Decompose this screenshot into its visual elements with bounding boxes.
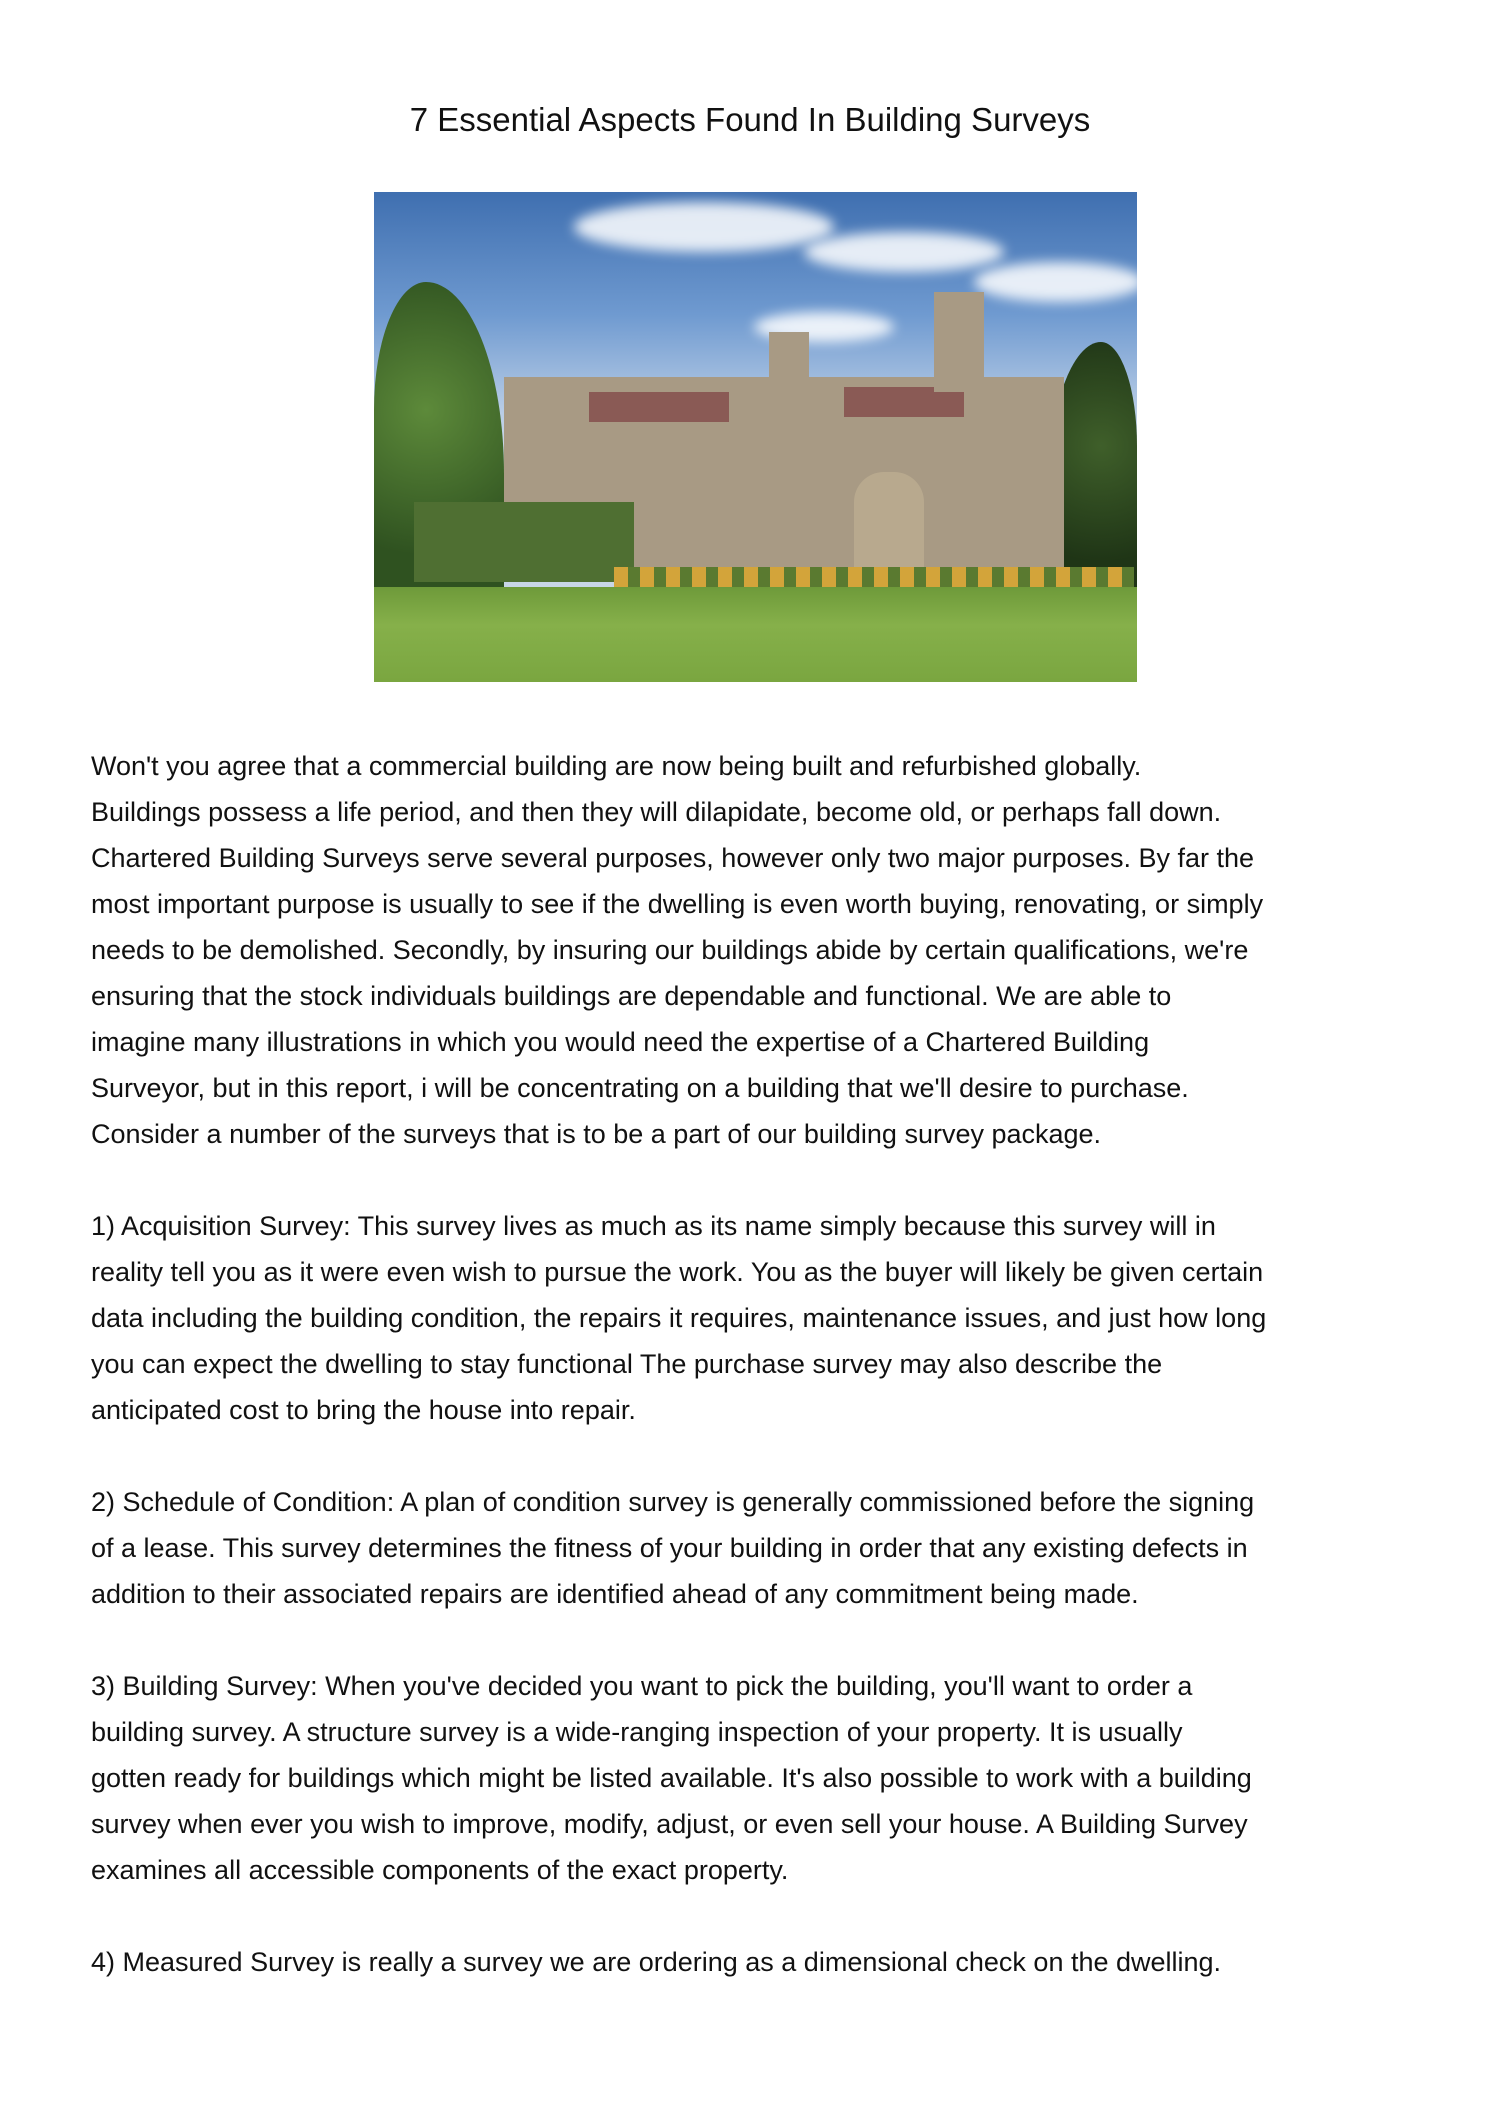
paragraph xyxy=(91,743,1451,1157)
text-line: addition to their associated repairs are identified ahead of any commitment being made. xyxy=(91,1579,1139,1609)
paragraph xyxy=(91,1939,1451,1985)
building-photo xyxy=(374,192,1137,682)
text-line: Won't you agree that a commercial building are now being built and refurbished globally. xyxy=(91,751,1142,781)
text-line: 2) Schedule of Condition: A plan of condition survey is generally commissioned before the signing xyxy=(91,1487,1255,1517)
text-line: most important purpose is usually to see if the dwelling is even worth buying, renovating, or simply xyxy=(91,889,1264,919)
text-line: survey when ever you wish to improve, modify, adjust, or even sell your house. A Building Survey xyxy=(91,1809,1248,1839)
article-body xyxy=(91,743,1451,2031)
text-line: reality tell you as it were even wish to pursue the work. You as the buyer will likely be given certain xyxy=(91,1257,1264,1287)
text-line: examines all accessible components of the exact property. xyxy=(91,1855,789,1885)
text-line: building survey. A structure survey is a wide-ranging inspection of your property. It is usually xyxy=(91,1717,1183,1747)
text-line: Consider a number of the surveys that is to be a part of our building survey package. xyxy=(91,1119,1102,1149)
text-line: 3) Building Survey: When you've decided you want to pick the building, you'll want to order a xyxy=(91,1671,1193,1701)
paragraph xyxy=(91,1203,1451,1433)
text-line: you can expect the dwelling to stay functional The purchase survey may also describe the xyxy=(91,1349,1163,1379)
text-line: Buildings possess a life period, and then they will dilapidate, become old, or perhaps fall down. xyxy=(91,797,1222,827)
text-line: Surveyor, but in this report, i will be concentrating on a building that we'll desire to purchase. xyxy=(91,1073,1189,1103)
paragraph xyxy=(91,1479,1451,1617)
page-title: 7 Essential Aspects Found In Building Surveys xyxy=(409,101,1091,138)
text-line: needs to be demolished. Secondly, by insuring our buildings abide by certain qualifications, we're xyxy=(91,935,1249,965)
paragraph xyxy=(91,1663,1451,1893)
text-line: imagine many illustrations in which you would need the expertise of a Chartered Building xyxy=(91,1027,1150,1057)
text-line: gotten ready for buildings which might be listed available. It's also possible to work with a building xyxy=(91,1763,1252,1793)
text-line: 1) Acquisition Survey: This survey lives as much as its name simply because this survey will in xyxy=(91,1211,1216,1241)
text-line: ensuring that the stock individuals buildings are dependable and functional. We are able to xyxy=(91,981,1172,1011)
text-line: Chartered Building Surveys serve several purposes, however only two major purposes. By far the xyxy=(91,843,1255,873)
text-line: of a lease. This survey determines the fitness of your building in order that any existing defects in xyxy=(91,1533,1248,1563)
text-line: 4) Measured Survey is really a survey we are ordering as a dimensional check on the dwelling. xyxy=(91,1947,1222,1977)
text-line: anticipated cost to bring the house into repair. xyxy=(91,1395,636,1425)
text-line: data including the building condition, the repairs it requires, maintenance issues, and just how long xyxy=(91,1303,1267,1333)
